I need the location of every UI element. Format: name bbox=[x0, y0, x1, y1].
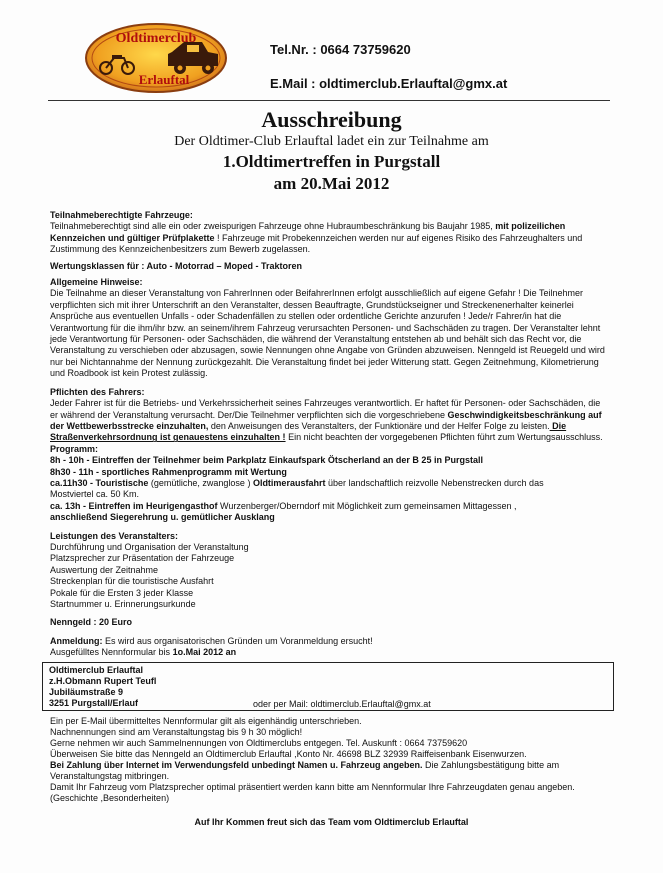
pflichten-text: Jeder Fahrer ist für die Betriebs- und Verkehrssicherheit seines Fahrzeuges verantwortlich. Er haftet für Personen- oder Sachschäden, die er während der Veranstaltung verursacht. Der/Die Teilnehmer verpflichten sich die vorgeschriebene Geschwindigkeitsbeschränkung auf der Wettbewerbsstrecke einzuhalten, den Anweisungen des Veranstalters, der Funktionäre und der Helfer Folge zu leisten. Die Straßenverkehrsordnung ist genauestens einzuhalten ! Ein nicht beachten der vorgegebenen Pflichten führt zum Wertungsausschluss. bbox=[50, 398, 603, 443]
programm-item-5: anschließend Siegerehrung u. gemütlicher Ausklang bbox=[50, 512, 275, 523]
footer-line: Gerne nehmen wir auch Sammelnennungen von Oldtimerclubs entgegen. Tel. Auskunft : 0664 73759620 bbox=[50, 738, 468, 748]
contact-phone: Tel.Nr. : 0664 73759620 bbox=[270, 42, 411, 57]
anmeldung-text: Anmeldung: Es wird aus organisatorischen Gründen um Voranmeldung ersucht! bbox=[50, 635, 373, 646]
title-event: 1.Oldtimertreffen in Purgstall bbox=[222, 152, 441, 171]
logo-text-bottom: Erlauftal bbox=[138, 72, 190, 87]
programm-item-4: ca. 13h - Eintreffen im Heurigengasthof Wurzenberger/Oberndorf mit Möglichkeit zum gemeinsamen Mittagessen , bbox=[50, 500, 517, 511]
footer-line: Veranstaltungstag mitbringen. bbox=[50, 771, 170, 781]
footer-notes bbox=[50, 716, 620, 804]
section-heading-hinweise: Allgemeine Hinweise: bbox=[50, 277, 143, 288]
programm-item-2: 8h30 - 11h - sportliches Rahmenprogramm mit Wertung bbox=[50, 466, 287, 477]
programm-item-3b: Mostviertel ca. 50 Km. bbox=[50, 489, 140, 500]
leistung-item: Durchführung und Organisation der Veranstaltung bbox=[50, 541, 249, 552]
leistung-item: Platzsprecher zur Präsentation der Fahrzeuge bbox=[50, 553, 235, 564]
programm-item-3: ca.11h30 - Touristische (gemütliche, zwanglose ) Oldtimerausfahrt über landschaftlich reizvolle Nebenstrecken durch das bbox=[50, 477, 544, 488]
document-body bbox=[50, 210, 610, 659]
footer-line: Überweisen Sie bitte das Nenngeld an Oldtimerclub Erlauftal ,Konto Nr. 46698 BLZ 32939 Raiffeisenbank Eisenwurzen. bbox=[50, 749, 527, 759]
leistung-item: Startnummer u. Erinnerungsurkunde bbox=[50, 599, 196, 609]
address-line-name: z.H.Obmann Rupert Teufl bbox=[49, 676, 157, 686]
footer-line: Bei Zahlung über Internet im Verwendungsfeld unbedingt Namen u. Fahrzeug angeben. Die Zahlungsbestätigung bitte am bbox=[50, 760, 560, 770]
club-logo bbox=[84, 22, 228, 94]
hinweise-text: Die Teilnahme an dieser Veranstaltung von FahrerInnen oder BeifahrerInnen erfolgt ausschließlich auf eigene Gefahr ! Die Teilnehmer verpflichten sich mit ihrer Unterschrift an den Veranstalter, dessen Beauftragte, Grundstückseigner und Streckenenerhalter keinerlei Ansprüche aus eventuellen Unfalls - oder Schadenfällen zu stellen oder ordentliche Gerichte anzurufen ! Jede/r Fahrer/in hat die Verantwortung für die ihm/ihr bzw. an seinem/ihrem Fahrzeug verursachten Personen- und Sachschäden zu tragen. Der Veranstalter lehnt jede Verantwortung für Personen- oder Sachschäden, die während der Veranstaltung entstehen ab und behält sich das Recht vor, die Veranstaltung zu verschieben oder abzusagen, sowie Nennungen ohne Angabe von Gründen abzuweisen. Nenngeld ist Reuegeld und wird nur bei Nichtannahme der Nennung zurückgezahlt. Die Veranstaltung findet bei jeder Witterung statt. Gegen Zeitnehmung, Kilometrierung und Roadbook ist kein Protest zulässig. bbox=[50, 288, 605, 379]
title-date: am 20.Mai 2012 bbox=[273, 174, 390, 193]
footer-line: Damit Ihr Fahrzeug vom Platzsprecher optimal präsentiert werden kann bitte am Nennformular Ihre Fahrzeugdaten genau angeben. bbox=[50, 782, 575, 792]
address-mail-alternative: oder per Mail: oldtimerclub.Erlauftal@gmx.at bbox=[253, 699, 431, 709]
logo-text-top: Oldtimerclub bbox=[115, 31, 197, 46]
closing-line: Auf Ihr Kommen freut sich das Team vom Oldtimerclub Erlauftal bbox=[194, 817, 469, 827]
section-heading-programm: Programm: bbox=[50, 443, 99, 454]
header-divider bbox=[48, 100, 610, 101]
leistung-item: Streckenplan für die touristische Ausfahrt bbox=[50, 576, 214, 587]
contact-email: E.Mail : oldtimerclub.Erlauftal@gmx.at bbox=[270, 76, 508, 91]
address-box bbox=[42, 662, 614, 711]
section-heading-fahrzeuge: Teilnahmeberechtigte Fahrzeuge: bbox=[50, 210, 193, 220]
footer-line: (Geschichte ,Besonderheiten) bbox=[50, 793, 170, 803]
page-title: Ausschreibung bbox=[261, 107, 402, 132]
section-heading-leistungen: Leistungen des Veranstalters: bbox=[50, 530, 179, 541]
nenngeld: Nenngeld : 20 Euro bbox=[50, 617, 133, 628]
address-line-club: Oldtimerclub Erlauftal bbox=[49, 665, 144, 675]
leistung-item: Auswertung der Zeitnahme bbox=[50, 564, 159, 575]
footer-line: Ein per E-Mail übermitteltes Nennformular gilt als eigenhändig unterschrieben. bbox=[50, 716, 362, 726]
anmeldung-deadline: Ausgefülltes Nennformular bis 1o.Mai 2012 an bbox=[50, 647, 237, 658]
leistung-item: Pokale für die Ersten 3 jeder Klasse bbox=[50, 587, 194, 598]
footer-line: Nachnennungen sind am Veranstaltungstag bis 9 h 30 möglich! bbox=[50, 727, 303, 737]
wertungsklassen: Wertungsklassen für : Auto - Motorrad – Moped - Traktoren bbox=[50, 260, 303, 271]
address-line-street: Jubiläumstraße 9 bbox=[49, 687, 124, 697]
fahrzeuge-text: Teilnahmeberechtigt sind alle ein oder zweispurigen Fahrzeuge ohne Hubraumbeschränkung bis Baujahr 1985, mit polizeilichen Kennzeichen und gültiger Prüfplakette ! Fahrzeuge mit Probekennzeichen werden nur auf eigenes Risiko des Fahrzeughalters und Zustimmung des Kennzeichenbesitzers zum Bewerb zugelassen. bbox=[50, 221, 583, 255]
title-invitation: Der Oldtimer-Club Erlauftal ladet ein zur Teilnahme am bbox=[174, 134, 489, 149]
programm-item-1: 8h - 10h - Eintreffen der Teilnehmer beim Parkplatz Einkaufspark Ötscherland an der B 25 in Purgstall bbox=[50, 455, 483, 466]
address-line-city: 3251 Purgstall/Erlauf bbox=[49, 698, 139, 708]
section-heading-pflichten: Pflichten des Fahrers: bbox=[50, 386, 145, 397]
